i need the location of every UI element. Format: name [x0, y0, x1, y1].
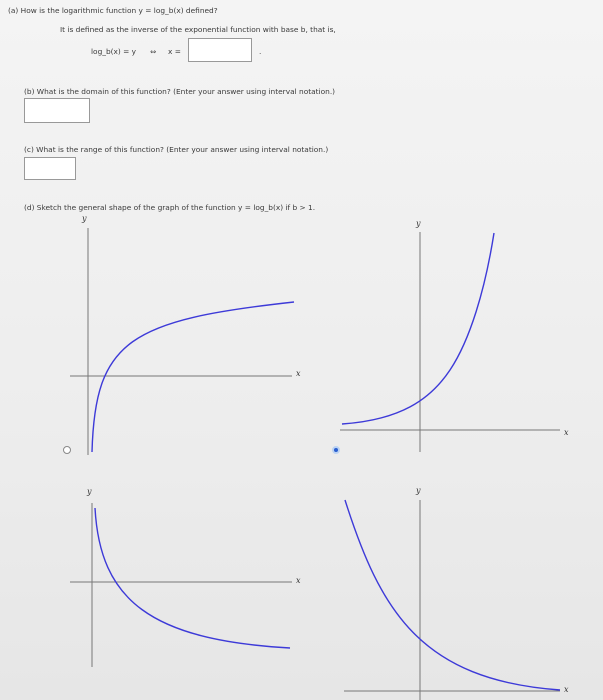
part-a-question: (a) How is the logarithmic function y = log_b(x) defined? — [8, 6, 218, 15]
graph-2-curve — [342, 233, 494, 424]
equivalence-arrow: ⇔ — [150, 47, 157, 56]
part-c-question: (c) What is the range of this function? (Enter your answer using interval notation.) — [24, 145, 329, 154]
trailing-period: . — [259, 47, 262, 56]
graph-4-curve — [345, 500, 560, 690]
graph-3-y-label: y — [87, 487, 92, 496]
graph-4-x-label: x — [564, 685, 569, 694]
graph-1-radio[interactable] — [63, 446, 71, 454]
graph-3-x-label: x — [296, 576, 301, 585]
graph-option-4[interactable] — [344, 500, 560, 700]
graph-option-2[interactable] — [340, 232, 560, 452]
graph-2-x-label: x — [564, 428, 569, 437]
graph-option-1[interactable] — [70, 228, 294, 455]
equation-left: log_b(x) = y — [91, 47, 137, 56]
graph-2-y-label: y — [416, 219, 421, 228]
graph-1-curve — [92, 302, 294, 452]
part-b-question: (b) What is the domain of this function? (Enter your answer using interval notation.) — [24, 87, 336, 96]
graph-1-y-label: y — [82, 214, 87, 223]
part-a-explanation: It is defined as the inverse of the exponential function with base b, that is, — [60, 25, 336, 34]
graph-4-y-label: y — [416, 486, 421, 495]
graph-2-radio[interactable] — [332, 446, 340, 454]
graph-1-x-label: x — [296, 369, 301, 378]
equation-right: x = — [168, 47, 181, 56]
graph-option-3[interactable] — [70, 503, 292, 667]
part-d-question: (d) Sketch the general shape of the graph of the function y = log_b(x) if b > 1. — [24, 203, 316, 212]
graph-3-curve — [95, 508, 290, 648]
